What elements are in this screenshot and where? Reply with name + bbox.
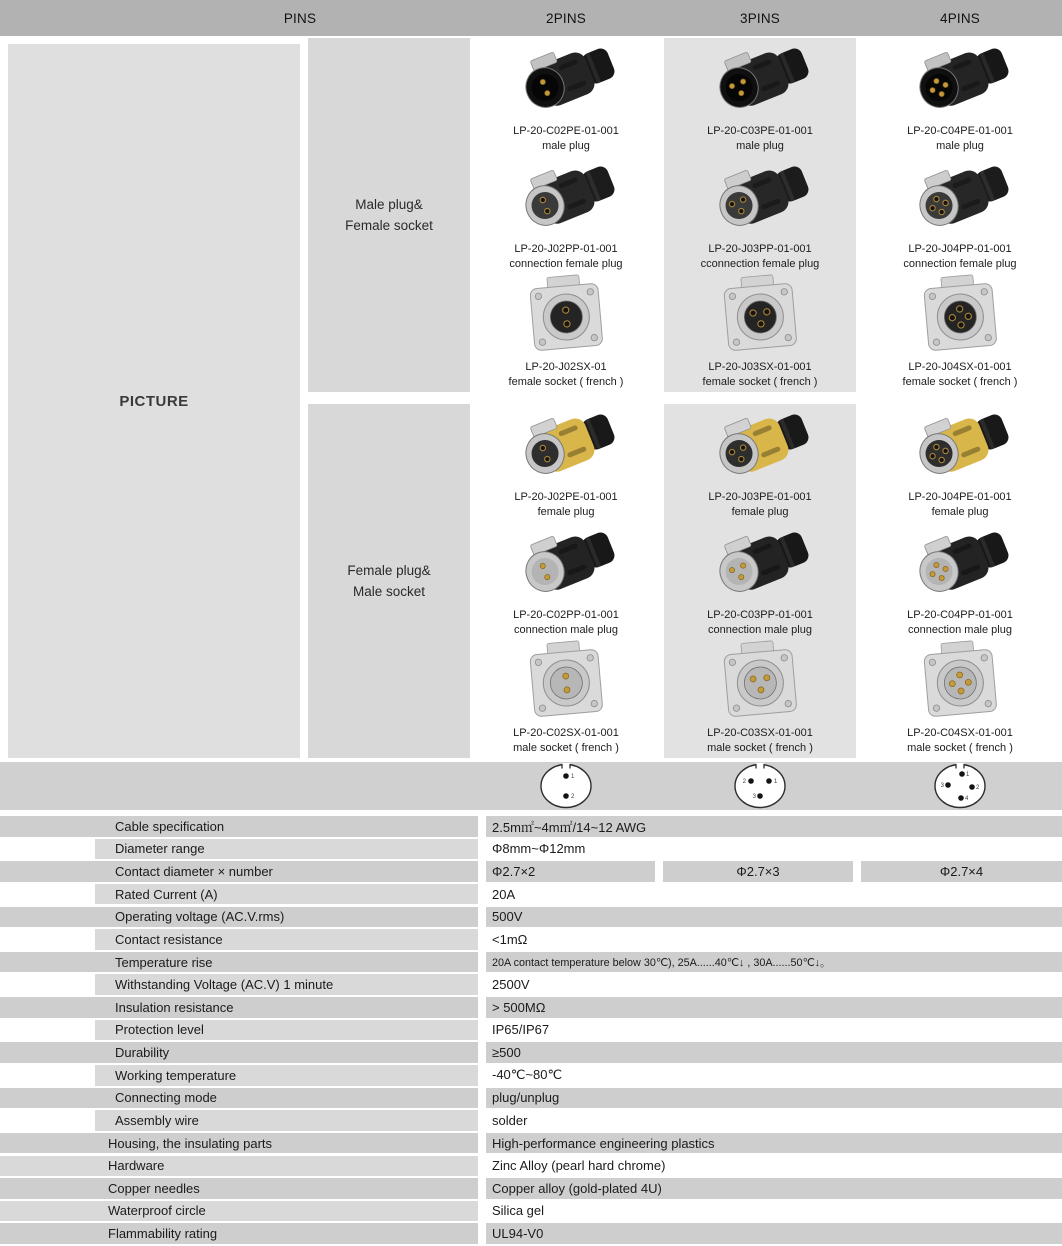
male-plug-image [907, 37, 1013, 124]
spec-band [0, 997, 478, 1018]
spec-band [0, 952, 478, 973]
pin-diagram-3pin [720, 762, 800, 815]
product-code: LP-20-C03PP-01-001 [707, 609, 813, 621]
spec-row [0, 952, 1062, 973]
spec-row [0, 997, 1062, 1018]
product-column-3pins [664, 38, 856, 392]
female-plug-image [513, 403, 619, 490]
spec-value: 500V [492, 909, 523, 925]
product-code: LP-20-C02SX-01-001 [513, 727, 619, 739]
spec-label: Hardware [108, 1158, 165, 1174]
product-code: LP-20-C04PE-01-001 [907, 125, 1013, 137]
spec-row [0, 974, 1062, 995]
product-cell [858, 404, 1062, 522]
spec-label: Housing, the insulating parts [108, 1135, 273, 1151]
spec-value: -40℃~80℃ [492, 1067, 563, 1083]
product-desc: male plug [542, 139, 590, 152]
product-cell [858, 38, 1062, 156]
product-cell [664, 274, 856, 392]
male-plug-image [707, 37, 813, 124]
product-column-2pins [470, 404, 662, 758]
header-col-pins: PINS [283, 10, 317, 26]
female-plug-image [707, 403, 813, 490]
spec-label: Contact diameter × number [115, 864, 273, 880]
spec-row [0, 1020, 1062, 1041]
spec-label: Working temperature [115, 1067, 237, 1083]
spec-value: UL94-V0 [492, 1226, 544, 1242]
product-desc: connection female plug [509, 257, 623, 270]
spec-row [0, 907, 1062, 928]
spec-value: IP65/IP67 [492, 1022, 550, 1038]
spec-value: 2.5m㎡~4m㎡/14~12 AWG [492, 819, 647, 835]
product-column-4pins [858, 404, 1062, 758]
product-column-4pins [858, 38, 1062, 392]
product-column-2pins [470, 38, 662, 392]
spec-band [0, 1201, 478, 1222]
spec-label: Connecting mode [115, 1090, 217, 1106]
connection-male-plug-image [513, 521, 619, 608]
product-cell [664, 404, 856, 522]
spec-value: Φ2.7×4 [939, 864, 984, 880]
connection-female-plug-image [907, 155, 1013, 242]
product-code: LP-20-J04SX-01-001 [908, 361, 1012, 373]
spec-row [0, 884, 1062, 905]
product-desc: female plug [931, 505, 989, 518]
spec-band [486, 1088, 1062, 1109]
pin-diagram-4pin [920, 762, 1000, 815]
product-code: LP-20-J03SX-01-001 [708, 361, 812, 373]
svg-text:4: 4 [965, 796, 969, 802]
spec-band [0, 1178, 478, 1199]
product-desc: female socket ( french ) [702, 375, 818, 388]
product-desc: female socket ( french ) [508, 375, 624, 388]
spec-label: Insulation resistance [115, 999, 234, 1015]
product-code: LP-20-J02PE-01-001 [514, 491, 618, 503]
product-desc: connection female plug [903, 257, 1017, 270]
spec-label: Rated Current (A) [115, 886, 218, 902]
product-code: LP-20-C02PE-01-001 [513, 125, 619, 137]
spec-value: ≥500 [492, 1045, 521, 1061]
spec-row [0, 1042, 1062, 1063]
product-desc: male socket ( french ) [907, 741, 1013, 754]
spec-band [0, 1088, 478, 1109]
spec-label: Copper needles [108, 1180, 200, 1196]
product-cell [470, 404, 662, 522]
connection-male-plug-image [907, 521, 1013, 608]
spec-label: Withstanding Voltage (AC.V) 1 minute [115, 977, 334, 993]
spec-row [0, 1223, 1062, 1244]
spec-value: Silica gel [492, 1203, 545, 1219]
section-label-line: Female socket [345, 218, 433, 233]
pin-diagram-strip [0, 762, 1062, 810]
spec-value: 20A contact temperature below 30℃), 25A......40℃↓ , 30A......50℃↓。 [492, 956, 831, 969]
section-label-line: Male plug& [355, 197, 423, 212]
section-label-cell [308, 38, 470, 392]
spec-label: Assembly wire [115, 1112, 199, 1128]
svg-text:1: 1 [571, 774, 575, 780]
spec-row [0, 1178, 1062, 1199]
spec-row [0, 839, 1062, 860]
spec-value: Zinc Alloy (pearl hard chrome) [492, 1158, 666, 1174]
spec-row [0, 1201, 1062, 1222]
spec-label: Contact resistance [115, 931, 223, 947]
spec-band [486, 907, 1062, 928]
spec-label: Protection level [115, 1022, 204, 1038]
product-desc: cconnection female plug [700, 257, 820, 270]
product-desc: female plug [731, 505, 789, 518]
spec-label: Durability [115, 1045, 170, 1061]
product-cell [664, 640, 856, 758]
connection-male-plug-image [707, 521, 813, 608]
male-socket-image [910, 637, 1010, 726]
svg-text:2: 2 [742, 779, 746, 785]
section-label-cell [308, 404, 470, 758]
spec-value: Φ8mm~Φ12mm [492, 841, 586, 857]
connection-female-plug-image [513, 155, 619, 242]
spec-value: High-performance engineering plastics [492, 1135, 715, 1151]
spec-row [0, 929, 1062, 950]
svg-text:1: 1 [966, 772, 970, 778]
product-code: LP-20-C02PP-01-001 [513, 609, 619, 621]
spec-label: Waterproof circle [108, 1203, 206, 1219]
product-desc: male plug [936, 139, 984, 152]
product-code: LP-20-C04SX-01-001 [907, 727, 1013, 739]
male-plug-image [513, 37, 619, 124]
header-col-4pins: 4PINS [939, 10, 981, 26]
spec-row [0, 1156, 1062, 1177]
spec-band [486, 1223, 1062, 1244]
spec-value: solder [492, 1112, 528, 1128]
svg-text:1: 1 [774, 779, 778, 785]
product-code: LP-20-C04PP-01-001 [907, 609, 1013, 621]
product-column-3pins [664, 404, 856, 758]
product-cell [470, 38, 662, 156]
connection-female-plug-image [707, 155, 813, 242]
product-code: LP-20-C03PE-01-001 [707, 125, 813, 137]
male-socket-image [710, 637, 810, 726]
product-cell [664, 522, 856, 640]
female-socket-image [910, 271, 1010, 360]
product-desc: male plug [736, 139, 784, 152]
spec-row [0, 1110, 1062, 1131]
section-label-line: Male socket [352, 584, 426, 599]
product-cell [858, 640, 1062, 758]
product-desc: connection male plug [708, 623, 812, 636]
header-col-2pins: 2PINS [545, 10, 587, 26]
female-socket-image [710, 271, 810, 360]
product-cell [664, 156, 856, 274]
spec-row [0, 816, 1062, 837]
product-desc: female socket ( french ) [902, 375, 1018, 388]
spec-value: <1mΩ [492, 931, 528, 947]
product-code: LP-20-J03PP-01-001 [708, 243, 812, 255]
spec-band [486, 1042, 1062, 1063]
spec-row [0, 1133, 1062, 1154]
female-plug-image [907, 403, 1013, 490]
spec-value: Φ2.7×3 [736, 864, 780, 880]
product-cell [470, 640, 662, 758]
product-desc: connection male plug [908, 623, 1012, 636]
male-socket-image [516, 637, 616, 726]
product-code: LP-20-J04PP-01-001 [908, 243, 1012, 255]
product-code: LP-20-J02SX-01 [525, 361, 607, 373]
spec-band [0, 1042, 478, 1063]
product-cell [858, 274, 1062, 392]
spec-label: Cable specification [115, 818, 225, 834]
spec-band [0, 1156, 478, 1177]
picture-row-label: PICTURE [119, 392, 189, 410]
section-label-line: Female plug& [347, 563, 431, 578]
pin-diagram-2pin [526, 762, 606, 815]
spec-value: 20A [492, 886, 516, 902]
spec-band [0, 1223, 478, 1244]
product-cell [470, 274, 662, 392]
product-desc: male socket ( french ) [707, 741, 813, 754]
spec-label: Diameter range [115, 841, 205, 857]
svg-text:3: 3 [940, 783, 944, 789]
product-desc: male socket ( french ) [513, 741, 619, 754]
spec-band [486, 997, 1062, 1018]
product-cell [470, 522, 662, 640]
product-cell [664, 38, 856, 156]
header-col-3pins: 3PINS [739, 10, 781, 26]
product-code: LP-20-J02PP-01-001 [514, 243, 618, 255]
spec-label: Operating voltage (AC.V.rms) [115, 909, 285, 925]
product-desc: female plug [537, 505, 595, 518]
spec-label: Temperature rise [115, 954, 213, 970]
svg-text:2: 2 [571, 794, 575, 800]
female-socket-image [516, 271, 616, 360]
spec-row [0, 1065, 1062, 1086]
product-cell [858, 156, 1062, 274]
spec-value: > 500MΩ [492, 999, 546, 1015]
product-cell [858, 522, 1062, 640]
product-desc: connection male plug [514, 623, 618, 636]
product-code: LP-20-C03SX-01-001 [707, 727, 813, 739]
svg-text:2: 2 [976, 785, 980, 791]
spec-value: Φ2.7×2 [492, 864, 536, 880]
spec-value: 2500V [492, 977, 530, 993]
product-code: LP-20-J04PE-01-001 [908, 491, 1012, 503]
spec-label: Flammability rating [108, 1226, 218, 1242]
spec-band [0, 816, 478, 837]
spec-row [0, 861, 1062, 882]
product-code: LP-20-J03PE-01-001 [708, 491, 812, 503]
spec-value: Copper alloy (gold-plated 4U) [492, 1180, 662, 1196]
picture-row-label-cell [8, 44, 300, 758]
pins-header-row [0, 0, 1062, 36]
product-cell [470, 156, 662, 274]
spec-value: plug/unplug [492, 1090, 560, 1106]
svg-text:3: 3 [752, 794, 756, 800]
spec-row [0, 1088, 1062, 1109]
